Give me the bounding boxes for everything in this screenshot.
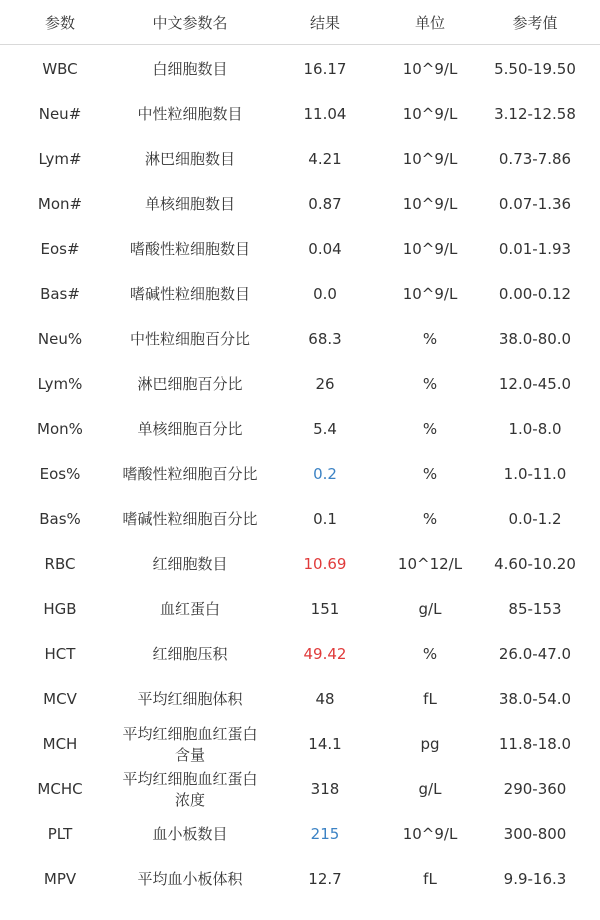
header-reference: 参考值 — [512, 13, 558, 32]
cell-result: 14.1 — [308, 734, 342, 753]
cell-result: 49.42 — [303, 644, 347, 663]
cell-name-cn: 平均红细胞体积 — [137, 690, 243, 708]
table-row — [0, 586, 600, 631]
table-row — [0, 271, 600, 316]
cell-unit: 10^12/L — [397, 554, 463, 573]
cell-name-cn: 嗜酸性粒细胞百分比 — [122, 465, 258, 483]
cell-unit: % — [422, 329, 438, 348]
cell-param: Lym# — [38, 149, 82, 168]
cell-unit: 10^9/L — [402, 824, 458, 843]
cell-reference: 12.0-45.0 — [498, 374, 572, 393]
table-body — [0, 45, 600, 901]
cell-result: 68.3 — [308, 329, 342, 348]
cell-name-cn: 红细胞数目 — [152, 555, 228, 573]
table-row — [0, 496, 600, 541]
cell-name-cn: 嗜酸性粒细胞数目 — [129, 240, 250, 258]
cell-reference: 0.73-7.86 — [498, 149, 572, 168]
cell-reference: 0.07-1.36 — [498, 194, 572, 213]
cell-name-cn: 平均红细胞血红蛋白含量 — [122, 724, 258, 764]
table-row — [0, 541, 600, 586]
cell-name-cn: 白细胞数目 — [152, 60, 228, 78]
cell-reference: 38.0-54.0 — [498, 689, 572, 708]
cell-name-cn: 平均红细胞血红蛋白浓度 — [122, 769, 258, 809]
cell-name-cn: 中性粒细胞数目 — [137, 105, 243, 123]
header-param: 参数 — [44, 13, 75, 32]
cell-name-cn: 嗜碱性粒细胞百分比 — [122, 510, 258, 528]
table-row — [0, 361, 600, 406]
cell-result: 0.0 — [313, 284, 337, 303]
cell-reference: 11.8-18.0 — [498, 734, 572, 753]
cell-unit: fL — [423, 689, 437, 708]
table-row — [0, 766, 600, 811]
cell-reference: 4.60-10.20 — [494, 554, 576, 573]
cell-unit: % — [422, 464, 438, 483]
table-row — [0, 631, 600, 676]
cell-reference: 0.0-1.2 — [508, 509, 562, 528]
cell-result: 48 — [315, 689, 335, 708]
cell-param: Eos# — [40, 239, 80, 258]
cell-result: 12.7 — [308, 869, 342, 888]
cell-unit: g/L — [418, 779, 442, 798]
cell-param: Eos% — [39, 464, 81, 483]
cell-result: 0.1 — [313, 509, 337, 528]
cell-param: MCV — [43, 689, 77, 708]
cell-name-cn: 单核细胞数目 — [144, 195, 235, 213]
cell-unit: fL — [423, 869, 437, 888]
cell-param: Mon% — [37, 419, 83, 438]
cell-param: MCHC — [37, 779, 83, 798]
cell-param: WBC — [42, 59, 78, 78]
cell-param: MCH — [42, 734, 78, 753]
table-row — [0, 406, 600, 451]
cell-param: RBC — [44, 554, 76, 573]
cell-reference: 38.0-80.0 — [498, 329, 572, 348]
cell-reference: 300-800 — [503, 824, 567, 843]
cell-result: 26 — [315, 374, 335, 393]
header-unit: 单位 — [414, 13, 445, 32]
cell-reference: 290-360 — [503, 779, 567, 798]
table-row — [0, 721, 600, 766]
cell-reference: 26.0-47.0 — [498, 644, 572, 663]
cell-name-cn: 平均血小板体积 — [137, 870, 243, 888]
cell-result: 10.69 — [303, 554, 347, 573]
cell-name-cn: 单核细胞百分比 — [137, 420, 243, 438]
cell-result: 16.17 — [303, 59, 347, 78]
cell-param: Lym% — [37, 374, 83, 393]
table-row — [0, 46, 600, 91]
cell-unit: % — [422, 374, 438, 393]
cell-name-cn: 中性粒细胞百分比 — [129, 330, 250, 348]
table-row — [0, 91, 600, 136]
cell-result: 5.4 — [313, 419, 337, 438]
cell-name-cn: 血红蛋白 — [159, 600, 220, 618]
cell-result: 11.04 — [303, 104, 347, 123]
cell-unit: % — [422, 644, 438, 663]
cell-result: 0.87 — [308, 194, 342, 213]
cell-param: HCT — [44, 644, 76, 663]
cell-unit: 10^9/L — [402, 104, 458, 123]
table-row — [0, 316, 600, 361]
cell-name-cn: 红细胞压积 — [152, 645, 228, 663]
cell-unit: % — [422, 419, 438, 438]
table-row — [0, 451, 600, 496]
cell-unit: 10^9/L — [402, 59, 458, 78]
header-name-cn: 中文参数名 — [152, 13, 228, 32]
cell-reference: 0.00-0.12 — [498, 284, 572, 303]
cell-unit: g/L — [418, 599, 442, 618]
cell-reference: 1.0-8.0 — [508, 419, 562, 438]
cell-unit: % — [422, 509, 438, 528]
table-header — [0, 0, 600, 45]
cell-reference: 3.12-12.58 — [494, 104, 576, 123]
table-row — [0, 676, 600, 721]
cell-param: Neu# — [38, 104, 82, 123]
cell-reference: 9.9-16.3 — [503, 869, 567, 888]
cell-param: HGB — [43, 599, 77, 618]
cell-reference: 1.0-11.0 — [503, 464, 567, 483]
cell-reference: 85-153 — [508, 599, 562, 618]
cell-unit: 10^9/L — [402, 194, 458, 213]
cell-param: Mon# — [37, 194, 83, 213]
cell-name-cn: 淋巴细胞数目 — [144, 150, 235, 168]
cell-unit: 10^9/L — [402, 149, 458, 168]
cell-reference: 5.50-19.50 — [494, 59, 576, 78]
cell-reference: 0.01-1.93 — [498, 239, 572, 258]
cell-result: 151 — [310, 599, 340, 618]
cell-unit: 10^9/L — [402, 284, 458, 303]
cell-unit: pg — [420, 734, 440, 753]
cell-result: 0.2 — [313, 464, 337, 483]
cell-name-cn: 嗜碱性粒细胞数目 — [129, 285, 250, 303]
cell-unit: 10^9/L — [402, 239, 458, 258]
header-result: 结果 — [309, 13, 340, 32]
cell-param: PLT — [47, 824, 73, 843]
cell-name-cn: 血小板数目 — [152, 825, 228, 843]
cell-param: MPV — [43, 869, 77, 888]
cell-result: 318 — [310, 779, 340, 798]
cell-param: Bas# — [40, 284, 80, 303]
cell-result: 215 — [310, 824, 340, 843]
table-row — [0, 856, 600, 901]
cell-result: 0.04 — [308, 239, 342, 258]
cell-result: 4.21 — [308, 149, 342, 168]
cell-param: Bas% — [39, 509, 81, 528]
cell-name-cn: 淋巴细胞百分比 — [137, 375, 243, 393]
table-row — [0, 811, 600, 856]
table-row — [0, 136, 600, 181]
cell-param: Neu% — [37, 329, 83, 348]
table-row — [0, 181, 600, 226]
table-row — [0, 226, 600, 271]
